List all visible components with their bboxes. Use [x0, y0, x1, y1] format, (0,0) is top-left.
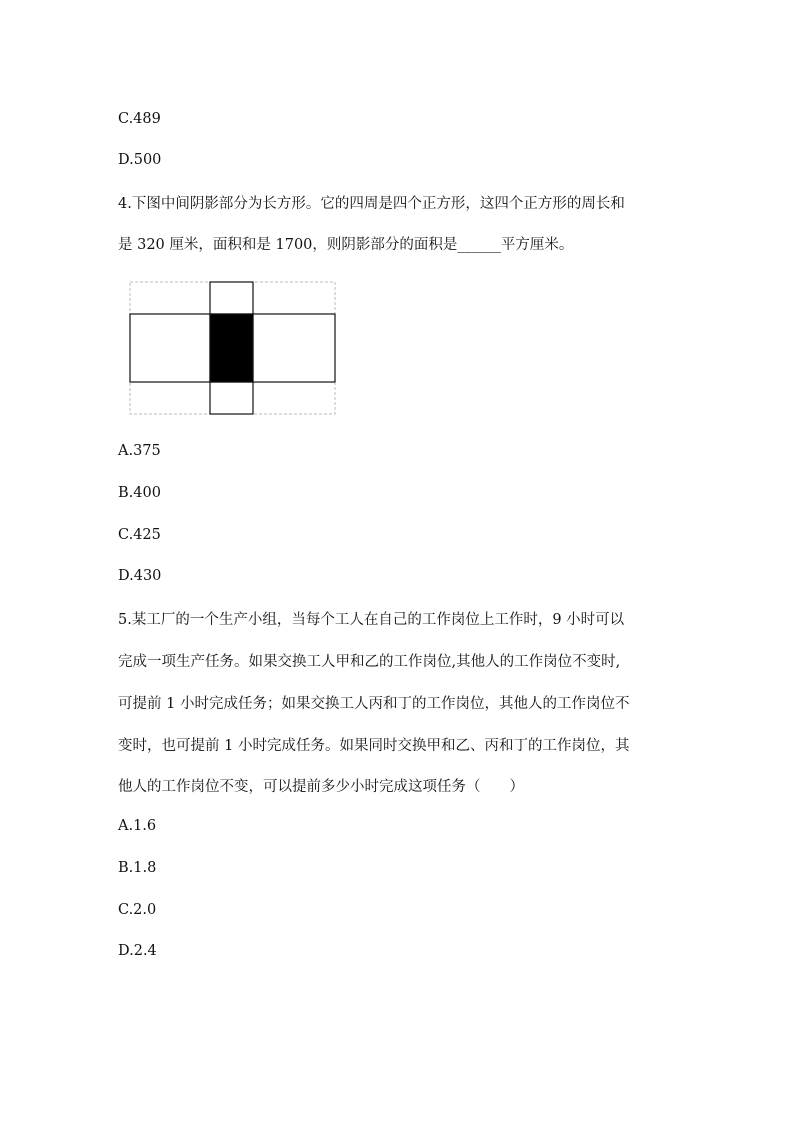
q4-stem-line-2: 是 320 厘米，面积和是 1700，则阴影部分的面积是______平方厘米。 [118, 237, 574, 253]
q4-option-b: B.400 [118, 485, 161, 501]
figure-right-square [253, 314, 335, 382]
figure-shaded-rectangle [210, 314, 253, 382]
q5-stem-line-5: 他人的工作岗位不变，可以提前多少小时完成这项任务（ ） [118, 779, 524, 795]
q4-figure [129, 281, 337, 415]
q4-figure-svg [129, 281, 337, 415]
q5-stem-line-1: 5.某工厂的一个生产小组，当每个工人在自己的工作岗位上工作时，9 小时可以 [118, 612, 625, 628]
q4-option-c: C.425 [118, 527, 161, 543]
q4-option-d: D.430 [118, 568, 162, 584]
q5-option-c: C.2.0 [118, 902, 157, 918]
figure-left-square [130, 314, 210, 382]
q4-option-a: A.375 [118, 443, 161, 459]
q4-stem-line-1: 4.下图中间阴影部分为长方形。它的四周是四个正方形，这四个正方形的周长和 [118, 196, 625, 212]
q5-option-d: D.2.4 [118, 943, 157, 959]
q5-option-b: B.1.8 [118, 860, 157, 876]
q5-stem-line-4: 变时，也可提前 1 小时完成任务。如果同时交换甲和乙、丙和丁的工作岗位，其 [118, 738, 630, 754]
q3-option-c: C.489 [118, 111, 161, 127]
q3-option-d: D.500 [118, 152, 162, 168]
figure-top-square [210, 282, 253, 314]
figure-bottom-square [210, 382, 253, 414]
q5-option-a: A.1.6 [118, 818, 157, 834]
q5-stem-line-3: 可提前 1 小时完成任务；如果交换工人丙和丁的工作岗位，其他人的工作岗位不 [118, 696, 630, 712]
q5-stem-line-2: 完成一项生产任务。如果交换工人甲和乙的工作岗位,其他人的工作岗位不变时, [118, 654, 621, 670]
